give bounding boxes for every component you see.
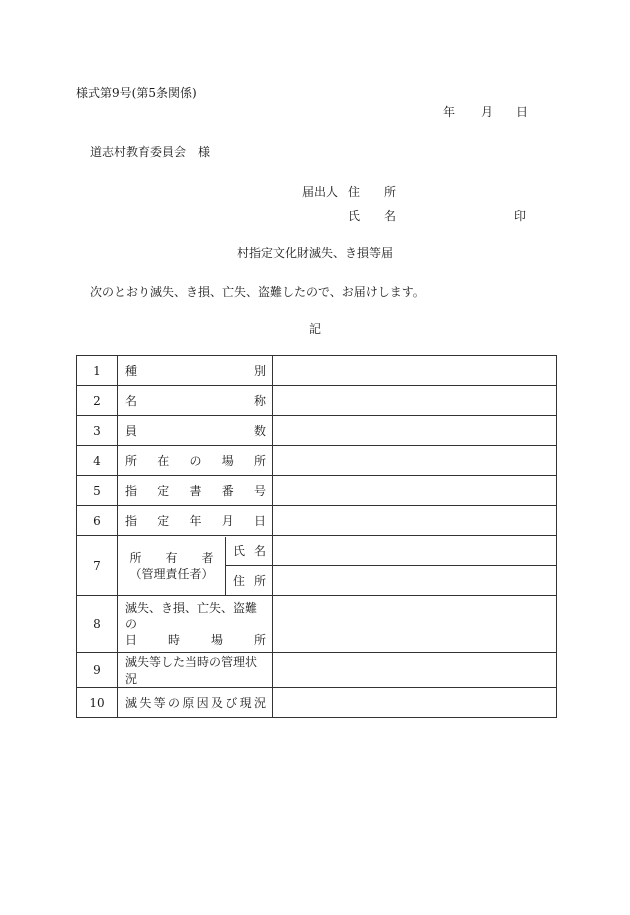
value-cell-type[interactable] [273, 356, 557, 386]
table-row [77, 653, 557, 688]
row-number: 8 [77, 596, 118, 653]
owner-address-label: 住 所 [233, 573, 266, 588]
row-label-count: 員 数 [125, 424, 266, 438]
name-label-1: 氏 [348, 209, 361, 223]
applicant-block [0, 183, 630, 223]
day-label: 日 [516, 105, 529, 119]
row-number: 6 [77, 506, 118, 536]
address-label-2: 所 [384, 185, 397, 199]
report-table [76, 355, 557, 718]
row-label-cause-and-status: 滅 失 等 の 原 因 及 び 現 況 [125, 696, 266, 710]
table-row [77, 476, 557, 506]
year-label: 年 [443, 105, 456, 119]
table-row [77, 386, 557, 416]
row-number: 1 [77, 356, 118, 386]
form-number: 様式第9号(第5条関係) [76, 86, 197, 100]
row-number: 10 [77, 688, 118, 718]
table-row [77, 416, 557, 446]
ki-label: 記 [308, 322, 321, 336]
row-number: 3 [77, 416, 118, 446]
addressee: 道志村教育委員会 様 [90, 145, 211, 159]
document-title: 村指定文化財滅失、き損等届 [236, 246, 393, 260]
table-row [77, 356, 557, 386]
row-label-management-status: 滅失等した当時の管理状況 [125, 655, 258, 686]
address-label-1: 住 [348, 185, 361, 199]
owner-label: 所 有 者 [129, 550, 214, 565]
table-row [77, 596, 557, 653]
value-cell-cause-and-status[interactable] [273, 688, 557, 718]
value-cell-name[interactable] [273, 386, 557, 416]
value-cell-owner-address[interactable] [273, 566, 557, 596]
row-label-loss-datetime-place: 滅失、き損、亡失、盗難の 日 時 場 所 [125, 601, 266, 647]
seal-mark: 印 [514, 209, 527, 223]
row-label-designation-date: 指 定 年 月 日 [125, 514, 266, 528]
value-cell-count[interactable] [273, 416, 557, 446]
table-row [77, 506, 557, 536]
table-row [77, 688, 557, 718]
date-line [0, 103, 630, 119]
row-number: 5 [77, 476, 118, 506]
row-number: 4 [77, 446, 118, 476]
value-cell-management-status[interactable] [273, 653, 557, 688]
name-label-2: 名 [384, 209, 397, 223]
owner-label-group [118, 537, 272, 595]
row-label-designation-number: 指 定 書 番 号 [125, 484, 266, 498]
row-number: 9 [77, 653, 118, 688]
month-label: 月 [481, 105, 494, 119]
row-number: 7 [77, 536, 118, 596]
row-label-location: 所 在 の 場 所 [125, 454, 266, 468]
value-cell-location[interactable] [273, 446, 557, 476]
owner-name-label: 氏 名 [226, 537, 272, 567]
table-row [77, 446, 557, 476]
value-cell-owner-name[interactable] [273, 536, 557, 566]
row-number: 2 [77, 386, 118, 416]
value-cell-designation-number[interactable] [273, 476, 557, 506]
owner-sub-label: （管理責任者） [129, 566, 214, 581]
table-row [77, 536, 557, 566]
row-label-name: 名 称 [125, 394, 266, 408]
applicant-label: 届出人 [302, 185, 339, 199]
row-label-type: 種 別 [125, 364, 266, 378]
body-text: 次のとおり滅失、き損、亡失、盗難したので、お届けします。 [90, 285, 425, 299]
value-cell-loss-datetime-place[interactable] [273, 596, 557, 653]
value-cell-designation-date[interactable] [273, 506, 557, 536]
